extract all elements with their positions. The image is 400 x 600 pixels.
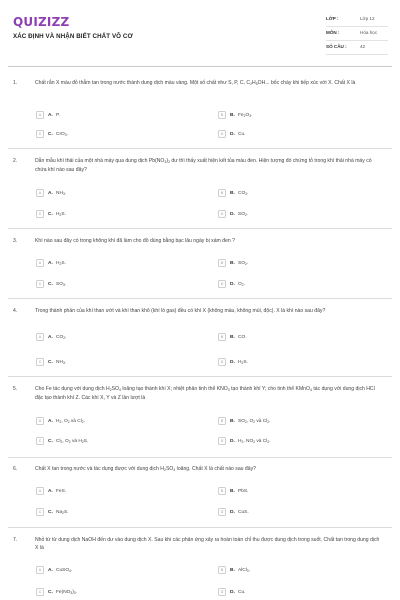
answer-option-c[interactable] [36, 508, 196, 520]
option-label: A. [48, 112, 53, 118]
option-label: D. [230, 438, 235, 444]
answer-option-c[interactable] [36, 210, 196, 222]
answer-option-d[interactable] [218, 437, 378, 449]
question-text: Khí nào sau đây có trong không khí đã làm cho đồ dùng bằng bạc lâu ngày bị xám đen ? [35, 238, 235, 244]
option-label: C. [48, 589, 53, 595]
option-letter-box: A [36, 189, 44, 197]
option-text: Cu. [238, 131, 246, 137]
meta-value: Hóa học [360, 30, 378, 35]
answer-option-b[interactable] [218, 259, 378, 271]
option-label: D. [230, 589, 235, 595]
option-label: A. [48, 260, 53, 266]
quizizz-logo: QUIZIZZ [13, 15, 70, 29]
option-text: $H_2$, $O_2$ và $Cl_2$. [56, 418, 86, 424]
answer-option-a[interactable] [36, 189, 196, 201]
question-text: Nhỏ từ từ dung dịch NaOH đến dư vào dung dịch X. Sau khi các phản ứng xảy ra hoàn toàn chỉ thu được dung dịch trong suốt. Chất tan trong dung dịch X là [35, 537, 380, 551]
answer-option-c[interactable] [36, 437, 196, 449]
option-label: C. [48, 281, 53, 287]
meta-row-grade [326, 13, 388, 27]
option-label: C. [48, 131, 53, 137]
option-letter-box: D [218, 358, 226, 366]
option-text: $Fe_2O_3$. [238, 112, 253, 118]
option-label: A. [48, 567, 53, 573]
option-label: C. [48, 359, 53, 365]
option-letter-box: B [218, 417, 226, 425]
option-letter-box: D [218, 210, 226, 218]
answer-option-b[interactable] [218, 487, 378, 499]
meta-row-subject [326, 27, 388, 41]
meta-row-question-count [326, 41, 388, 55]
meta-value: Lớp 12 [360, 16, 375, 21]
option-letter-box: C [36, 210, 44, 218]
option-letter-box: A [36, 487, 44, 495]
question-number: 4. [13, 308, 18, 314]
answer-option-a[interactable] [36, 259, 196, 271]
document-header [0, 0, 400, 66]
answer-option-b[interactable] [218, 566, 378, 578]
option-letter-box: B [218, 189, 226, 197]
option-text: P. [56, 112, 60, 118]
option-letter-box: B [218, 566, 226, 574]
option-label: B. [230, 334, 235, 340]
answer-option-a[interactable] [36, 417, 196, 429]
option-text: $H_2S$. [56, 211, 66, 217]
option-text: PbS. [238, 488, 249, 494]
answer-option-c[interactable] [36, 280, 196, 292]
question-number: 6. [13, 466, 18, 472]
option-letter-box: A [36, 417, 44, 425]
answer-option-d[interactable] [218, 130, 378, 142]
question-number: 7. [13, 537, 18, 543]
option-text: $Na_2S$. [56, 509, 69, 515]
option-letter-box: B [218, 487, 226, 495]
answer-option-a[interactable] [36, 333, 196, 345]
question-text: Dẫn mẫu khí thải của một nhà máy qua dung dịch $Pb(NO_3)_2$ dư thì thấy xuất hiện kết tủa màu đen. Hiện tượng đó chứng tỏ trong khí thải nhà máy có chứa khí nào sau đây? [35, 158, 372, 173]
option-label: C. [48, 509, 53, 515]
option-letter-box: D [218, 437, 226, 445]
option-label: D. [230, 509, 235, 515]
answer-option-c[interactable] [36, 358, 196, 370]
meta-label: SỐ CÂU : [326, 44, 347, 49]
question-number: 5. [13, 386, 18, 392]
option-label: D. [230, 359, 235, 365]
answer-option-d[interactable] [218, 508, 378, 520]
answer-option-c[interactable] [36, 130, 196, 142]
option-text: $CO_2$. [56, 334, 67, 340]
option-label: C. [48, 211, 53, 217]
option-letter-box: C [36, 437, 44, 445]
option-letter-box: A [36, 566, 44, 574]
question-number: 2. [13, 158, 18, 164]
option-letter-box: B [218, 333, 226, 341]
option-label: B. [230, 190, 235, 196]
option-label: A. [48, 488, 53, 494]
option-letter-box: C [36, 588, 44, 596]
option-text: $SO_3$. [56, 281, 67, 287]
meta-label: LỚP : [326, 16, 339, 21]
option-letter-box: C [36, 358, 44, 366]
option-label: B. [230, 488, 235, 494]
answer-option-d[interactable] [218, 210, 378, 222]
option-text: $SO_2$, $O_2$ và $Cl_2$. [238, 418, 271, 424]
answer-option-d[interactable] [218, 280, 378, 292]
option-label: A. [48, 418, 53, 424]
question-text: Trong thành phần của khí than ướt và khí than khô (khí lò gas) đều có khí X (không màu, không mùi, độc). X là khí nào sau đây? [35, 308, 326, 314]
answer-option-b[interactable] [218, 111, 378, 123]
option-letter-box: C [36, 130, 44, 138]
option-text: CuS. [238, 509, 249, 515]
answer-option-b[interactable] [218, 333, 378, 345]
question-divider [8, 376, 392, 377]
answer-option-d[interactable] [218, 588, 378, 600]
option-text: $NH_3$. [56, 190, 67, 196]
option-text: $Cl_2$, $O_2$ và $H_2S$. [56, 438, 89, 444]
question-divider [8, 148, 392, 149]
option-text: AlCl$_3$. [238, 567, 250, 573]
option-letter-box: B [218, 111, 226, 119]
answer-option-d[interactable] [218, 358, 378, 370]
option-letter-box: A [36, 333, 44, 341]
answer-option-c[interactable] [36, 588, 196, 600]
option-text: $NH_3$. [56, 359, 67, 365]
answer-option-b[interactable] [218, 417, 378, 429]
option-letter-box: B [218, 259, 226, 267]
question-divider [8, 298, 392, 299]
option-text: FeS. [56, 488, 67, 494]
option-text: $SO_2$. [238, 211, 249, 217]
option-text: $CO_2$. [238, 190, 249, 196]
answer-option-a[interactable] [36, 111, 196, 123]
answer-option-a[interactable] [36, 566, 196, 578]
option-letter-box: D [218, 508, 226, 516]
question-text: Chất X tan trong nước và tác dụng được với dung dịch $H_2SO_4$ loãng. Chất X là chất nào sau đây? [35, 466, 256, 472]
option-letter-box: C [36, 280, 44, 288]
option-label: D. [230, 211, 235, 217]
option-text: $H_2S$. [238, 359, 248, 365]
option-label: B. [230, 260, 235, 266]
question-number: 1. [13, 80, 18, 86]
header-divider [8, 66, 392, 67]
option-letter-box: D [218, 130, 226, 138]
question-divider [8, 527, 392, 528]
option-text: CrO$_3$. [56, 131, 68, 137]
option-letter-box: A [36, 111, 44, 119]
option-text: Cu. [238, 589, 246, 595]
option-text: $H_2S$. [56, 260, 66, 266]
option-label: D. [230, 131, 235, 137]
option-label: B. [230, 418, 235, 424]
option-text: $H_2$, $NO_2$ và $Cl_2$. [238, 438, 271, 444]
option-text: CO. [238, 334, 247, 340]
meta-value: 42 [360, 44, 366, 49]
question-divider [8, 457, 392, 458]
answer-option-b[interactable] [218, 189, 378, 201]
document-title: XÁC ĐỊNH VÀ NHẬN BIẾT CHẤT VÔ CƠ [13, 33, 133, 40]
option-label: A. [48, 190, 53, 196]
option-letter-box: D [218, 588, 226, 596]
option-label: B. [230, 567, 235, 573]
option-letter-box: C [36, 508, 44, 516]
question-divider [8, 228, 392, 229]
answer-option-a[interactable] [36, 487, 196, 499]
question-text: Chất rắn X màu đỏ thẫm tan trong nước thành dung dịch màu vàng. Một số chất như S, P, C, $C_2H_5OH$... bốc cháy khi tiếp xúc với X. Chất X là [35, 80, 356, 86]
option-text: $O_2$. [238, 281, 245, 287]
option-text: $Fe(NO_3)_3$. [56, 589, 78, 595]
option-letter-box: D [218, 280, 226, 288]
option-label: A. [48, 334, 53, 340]
question-number: 3. [13, 238, 18, 244]
option-label: D. [230, 281, 235, 287]
option-text: CuSO$_4$. [56, 567, 73, 573]
option-label: C. [48, 438, 53, 444]
option-text: $SO_2$. [238, 260, 249, 266]
option-label: B. [230, 112, 235, 118]
meta-label: MÔN : [326, 30, 340, 35]
question-text: Cho Fe tác dụng với dung dịch $H_2SO_4$ loãng tạo thành khí X; nhiệt phân tinh thể $KNO_3$ tạo thành khí Y; cho tinh thể KMnO$_4$ tác dụng với dung dịch HCl đặc tạo thành khí Z. Các khí X, Y và Z lần lượt là [35, 386, 375, 401]
option-letter-box: A [36, 259, 44, 267]
